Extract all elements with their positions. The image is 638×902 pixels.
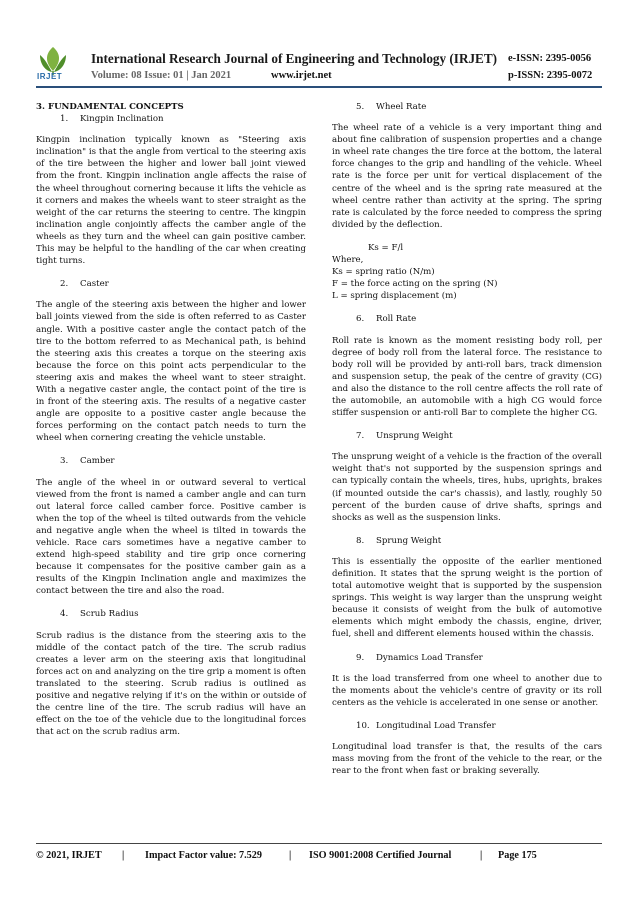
- paragraph-caster: The angle of the steering axis between the higher and lower ball joints viewed from the side is often referred to as Caster angle. With a positive caster angle the contact patch of the tire to the bottom referred to as Mechanical path, is behind the steering axis this creates a torque on the steering axis because the force on this point acts perpendicular to the steering axis and makes the wheel want to steer straight. With a negative caster angle, the contact point of the tire is in front of the steering axis. The results of a negative caster angle are opposite to a positive caster angle because the forces performing on the contact patch needs to turn the wheel when cornering creating the vehicle unstable.: [36, 300, 306, 444]
- volume-issue: Volume: 08 Issue: 01 | Jan 2021: [91, 70, 232, 81]
- paragraph-roll-rate: Roll rate is known as the moment resisting body roll, per degree of body roll from the lateral force. The resistance to body roll will be provided by anti-roll bars, track dimension and suspension setup, the peak of the centre of gravity (CG) and also the distance to the roll centre affects the roll rate of the automobile, an automobile with a high CG would force stiffer suspension or anti-roll Bar to complete the higher CG.: [332, 335, 602, 419]
- paragraph-kingpin-inclination: Kingpin inclination typically known as "Steering axis inclination" is that the angle from vertical to the steering axis of the tire between the higher and lower ball joint viewed from the front. Kingpin inclination angle affects the raise of the wheel throughout cornering because it lifts the vehicle as it corners and makes the wheels want to steer straight as the weight of the car returns the steering to centre. The kingpin inclination angle conjointly affects the camber angle of the wheels as they turn and the wheel can gain positive camber. This may be helpful to the handling of the car when creating tight turns.: [36, 135, 306, 267]
- journal-website-link[interactable]: www.irjet.net: [271, 70, 332, 81]
- journal-title: International Research Journal of Engineering and Technology (IRJET): [91, 51, 498, 66]
- section-title: 3. FUNDAMENTAL CONCEPTS: [36, 102, 184, 112]
- subheading-sprung-weight: 8. Sprung Weight: [356, 535, 442, 546]
- definition-f: F = the force acting on the spring (N): [332, 279, 498, 290]
- paragraph-camber: The angle of the wheel in or outward several to vertical viewed from the front is named a camber angle and can turn out lateral force called camber force. Positive camber is when the top of the wheel is tilted outwards from the vehicle and negative angle when the wheel is tilted in towards the vehicle. Race cars sometimes have a negative camber to extend high-speed stability and tire grip once cornering because it compensates for the positive camber gain as a results of the Kingpin Inclination angle and maximizes the contact between the tire and also the road.: [36, 477, 306, 597]
- page-header: [0, 0, 638, 92]
- footer-copyright: © 2021, IRJET: [36, 850, 102, 861]
- paragraph-sprung-weight: This is essentially the opposite of the earlier mentioned definition. It states that the sprung weight is the portion of total automotive weight that is supported by the suspension springs. This weight is way larger than the unsprung weight because it consists of weight from the bulk of automotive elements which might embody the chassis, engine, driver, fuel, shell and different elements housed within the chassis.: [332, 556, 602, 640]
- left-column: [36, 101, 306, 738]
- logo-text: IRJET: [37, 72, 63, 81]
- subheading-dynamics-load-transfer: 9. Dynamics Load Transfer: [356, 652, 483, 663]
- subheading-longitudinal-load-transfer: 10. Longitudinal Load Transfer: [356, 720, 496, 731]
- footer-separator: |: [480, 850, 483, 861]
- where-label: Where,: [332, 255, 364, 266]
- paragraph-unsprung-weight: The unsprung weight of a vehicle is the fraction of the overall weight that's not supported by the suspension springs and can typically contain the wheels, tires, hubs, uprights, brakes (if mounted outside the car's chassis), and lastly, roughly 50 percent of the burden cause of drive shafts, springs and shocks as well as the suspension links.: [332, 452, 602, 523]
- paragraph-scrub-radius: Scrub radius is the distance from the steering axis to the middle of the contact patch of the tire. The scrub radius creates a lever arm on the steering axis that longitudinal forces act on and analyzing on the tire grip a moment is often translated to the steering. Scrub radius is outlined as positive and negative relying if it's on the within or outside of the centre line of the tire. The scrub radius will have an effect on the toe of the vehicle due to the longitudinal forces that act on the scrub radius arm.: [36, 630, 306, 738]
- definition-l: L = spring displacement (m): [332, 291, 457, 302]
- paragraph-wheel-rate: The wheel rate of a vehicle is a very important thing and about fine calibration of suspension properties and a change in wheel rate changes the tire force at the bottom, the lateral force changes to the grip and handling of the vehicle. Wheel rate is the force per unit for vertical displacement of the centre of the wheel and is the spring rate measured at the wheel centre rather than activity at the spring. The spring rate is calculated by the force needed to compress the spring divided by the deflection.: [332, 123, 602, 230]
- subheading-unsprung-weight: 7. Unsprung Weight: [356, 431, 453, 442]
- formula: Ks = F/l: [368, 242, 404, 253]
- paragraph-longitudinal-load-transfer: Longitudinal load transfer is that, the results of the cars mass moving from the front of the vehicle to the rear, or the rear to the front when fast or braking severally.: [332, 742, 602, 777]
- footer-page-number: Page 175: [498, 850, 537, 861]
- header-divider: [36, 86, 602, 88]
- definition-ks: Ks = spring ratio (N/m): [332, 267, 435, 278]
- pissn: p-ISSN: 2395-0072: [508, 70, 593, 81]
- subheading-kingpin-inclination: 1. Kingpin Inclination: [60, 114, 164, 125]
- footer-separator: |: [122, 850, 125, 861]
- footer-iso: ISO 9001:2008 Certified Journal: [309, 850, 452, 861]
- eissn: e-ISSN: 2395-0056: [508, 53, 592, 64]
- footer-impact-factor: Impact Factor value: 7.529: [145, 850, 262, 861]
- subheading-camber: 3. Camber: [60, 456, 115, 467]
- footer-separator: |: [289, 850, 292, 861]
- paragraph-dynamics-load-transfer: It is the load transferred from one wheel to another due to the moments about the vehicle's centre of gravity or its roll centers as the vehicle is accelerated in one sense or another.: [332, 673, 602, 708]
- subheading-caster: 2. Caster: [60, 279, 109, 290]
- subheading-scrub-radius: 4. Scrub Radius: [60, 609, 139, 620]
- subheading-wheel-rate: 5. Wheel Rate: [356, 102, 427, 112]
- subheading-roll-rate: 6. Roll Rate: [356, 314, 417, 325]
- footer-divider: [36, 843, 602, 844]
- right-column: [332, 101, 602, 777]
